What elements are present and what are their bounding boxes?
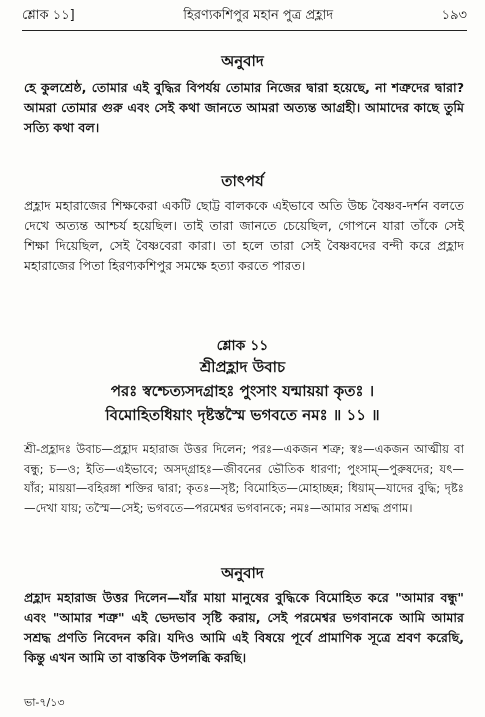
verse-line-1: পরঃ স্বশ্চেত্যসদগ্রাহঃ পুংসাং যন্মায়য়া কৃতঃ । — [110, 382, 375, 400]
verse-line-2: বিমোহিতধিয়াং দৃষ্টস্তস্মৈ ভগবতে নমঃ ॥ ১১ ॥ — [105, 406, 380, 424]
footer-signature: ভা-৭/১৩ — [24, 696, 65, 709]
purport-text: প্রহ্লাদ মহারাজের শিক্ষকেরা একটি ছোট্ট বালককে এইভাবে অতি উচ্চ বৈষ্ণব-দর্শন বলতে দেখে অত্যন্ত আশ্চর্য হয়েছিল। তাই তারা জানতে চেয়েছিল, গোপনে যারা তাঁকে সেই শিক্ষা দিয়েছিল, সেই বৈষ্ণবেরা কারা। তা হলে তারা সেই বৈষ্ণবদের বন্দী করে প্রহ্লাদ মহারাজের পিতা হিরণ্যকশিপুর সমক্ষে হত্যা করতে পারত। — [24, 198, 464, 273]
page-number: ১৯৩ — [441, 7, 467, 23]
translation2-text: প্রহ্লাদ মহারাজ উত্তর দিলেন—যাঁর মায়া মানুষের বুদ্ধিকে বিমোহিত করে "আমার বন্ধু" এবং "আমার শত্রু" এই ভেদভাব সৃষ্টি করায়, সেই পরমেশ্বর ভগবানকে আমি আমার সশ্রদ্ধ প্রণতি নিবেদন করি। যদিও আমি এই বিষয়ে পূর্বে প্রামাণিক সূত্রে শ্রবণ করেছি, কিন্তু এখন আমি তা বাস্তবিক উপলব্ধি করছি। — [24, 590, 464, 665]
verse-number: শ্লোক ১১ — [216, 338, 269, 354]
header-verse-ref: শ্লোক ১১] — [22, 7, 75, 23]
synonyms-text: শ্রী-প্রহ্লাদঃ উবাচ—প্রহ্লাদ মহারাজ উত্তর দিলেন; পরঃ—একজন শত্রু; স্বঃ—একজন আত্মীয় বা বন্ধু; চ—ও; ইতি—এইভাবে; অসদ্গ্রাহঃ—জীবনের ভৌতিক ধারণা; পুংসাম্—পুরুষদের; যৎ—যাঁর; মায়য়া—বহিরঙ্গা শক্তির দ্বারা; কৃতঃ—সৃষ্ট; বিমোহিত—মোহাচ্ছন্ন; ধিয়াম্—যাদের বুদ্ধি; দৃষ্টঃ—দেখা যায়; তস্মৈ—সেই; ভগবতে—পরমেশ্বর ভগবানকে; নমঃ—আমার সশ্রদ্ধ প্রণাম। — [24, 442, 464, 515]
header-title: হিরণ্যকশিপুর মহান পুত্র প্রহ্লাদ — [183, 7, 334, 23]
purport-heading: তাৎপর্য — [221, 172, 264, 190]
verse-speaker: শ্রীপ্রহ্লাদ উবাচ — [199, 358, 286, 376]
translation2-heading: অনুবাদ — [221, 564, 264, 582]
translation-heading: অনুবাদ — [221, 52, 264, 70]
running-header — [22, 6, 467, 31]
translation-text: হে কুলশ্রেষ্ঠ, তোমার এই বুদ্ধির বিপর্যয় তোমার নিজের দ্বারা হয়েছে, না শত্রুদের দ্বারা? আমরা তোমার গুরু এবং সেই কথা জানতে আমরা অত্যন্ত আগ্রহী। আমাদের কাছে তুমি সত্যি কথা বল। — [24, 80, 464, 135]
